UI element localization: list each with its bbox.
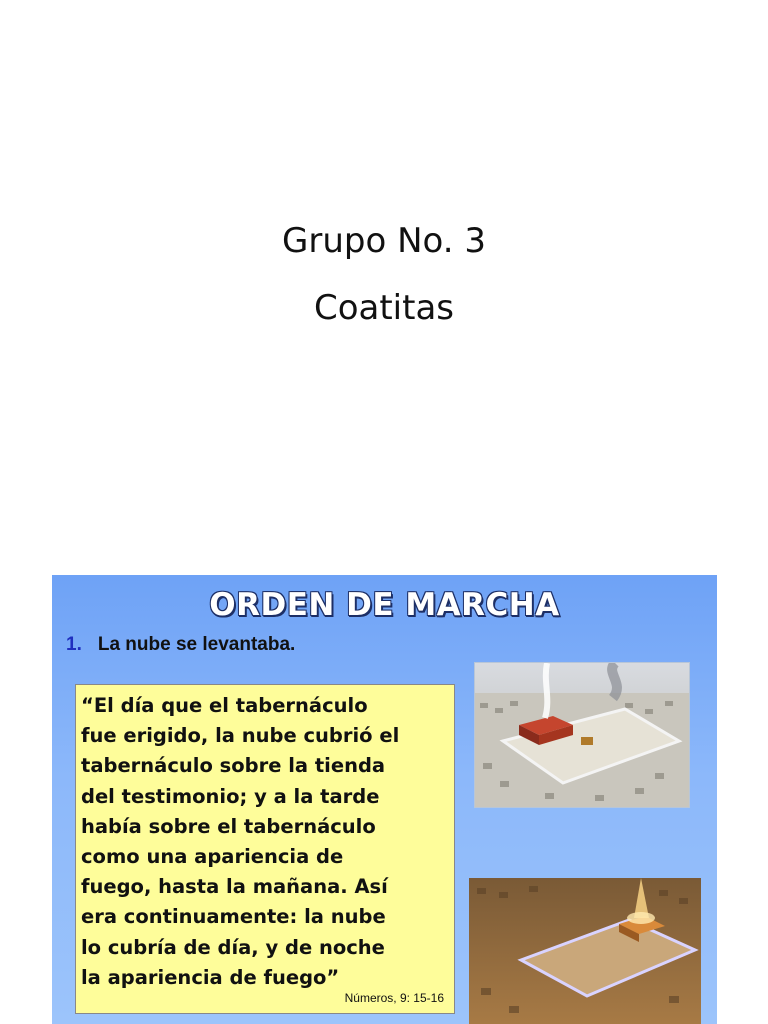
tabernacle-camp-cloud-illustration [474,662,690,808]
page-title: Grupo No. 3 [282,221,486,261]
slide-image [52,575,717,1024]
list-item [66,634,295,656]
item-number: 1. [66,634,82,655]
quote-text: “El día que el tabernáculo fue erigido, la nube cubrió el tabernáculo sobre la tienda del testimonio; y a la tarde había sobre el tabernáculo como una apariencia de fuego, hasta la mañana. Así era continuamente: la nube lo cubría de día, y de noche la apariencia de fuego” [81,694,400,989]
tabernacle-camp-fire-illustration [469,878,701,1024]
item-text: La nube se levantaba. [97,634,296,655]
page-subtitle: Coatitas [313,288,455,328]
quote-reference: Números, 9: 15-16 [344,991,444,1005]
quote-box [75,684,455,1014]
slide-heading: ORDEN DE MARCHA [209,587,560,623]
